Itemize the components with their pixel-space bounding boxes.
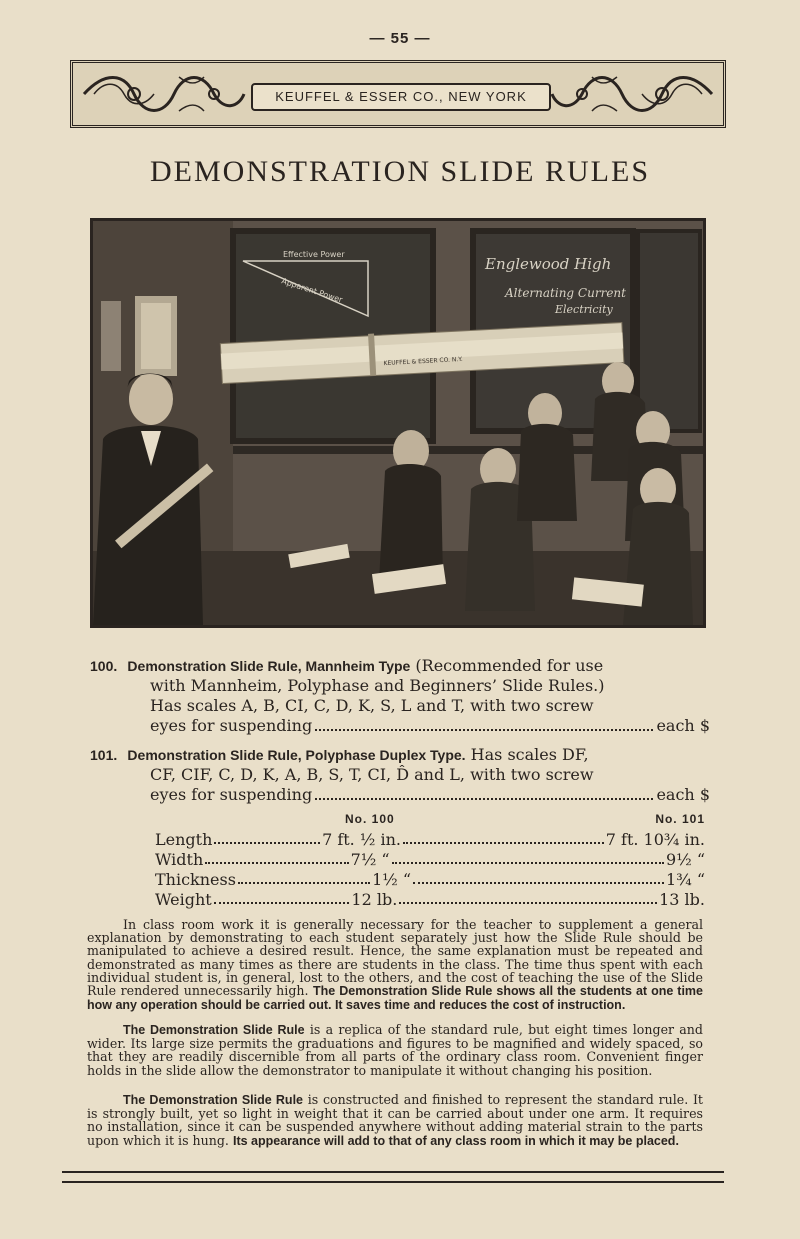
spec-label: Thickness bbox=[155, 870, 236, 889]
price-line bbox=[90, 785, 710, 805]
leader-dots bbox=[315, 716, 653, 731]
page-title: DEMONSTRATION SLIDE RULES bbox=[150, 155, 650, 188]
spec-value-101: 9½ “ bbox=[666, 850, 705, 869]
paragraph-text: is a replica of the standard rule, but eight times longer and wider. Its large size permits the graduations and figures to be magnified and widely spaced, so that they are readily discernible from all parts of the ordinary class room. Convenient finger holds in the slide allow the demonstrator to manipulate it without changing his position. bbox=[87, 1022, 703, 1078]
item-line1: Has scales DF, bbox=[470, 745, 589, 764]
column-no-101: No. 101 bbox=[655, 812, 705, 826]
item-101 bbox=[90, 745, 710, 805]
spec-table bbox=[155, 812, 705, 910]
chalk-alternating-current: Alternating Current bbox=[505, 286, 626, 300]
leader-dots bbox=[403, 830, 604, 844]
paragraph-emphasis: The Demonstration Slide Rule shows all the students at one time how any operation should be carried out. It saves time and reduces the cost of instruction. bbox=[87, 984, 703, 1013]
item-name: Demonstration Slide Rule, Polyphase Duplex Type. bbox=[127, 747, 466, 763]
price-label: eyes for suspending bbox=[150, 716, 313, 735]
item-number: 101. bbox=[90, 747, 118, 763]
leader-dots bbox=[413, 870, 664, 884]
spec-value-101: 7 ft. 10¾ in. bbox=[605, 830, 705, 849]
price: each $ bbox=[656, 785, 710, 804]
banner-label: KEUFFEL & ESSER CO., NEW YORK bbox=[251, 83, 551, 111]
spec-value-100: 12 lb. bbox=[351, 890, 398, 909]
price-label: eyes for suspending bbox=[150, 785, 313, 804]
paragraph-3 bbox=[87, 1093, 703, 1148]
item-name: Demonstration Slide Rule, Mannheim Type bbox=[127, 658, 411, 674]
paragraph-emphasis: The Demonstration Slide Rule bbox=[123, 1093, 303, 1107]
spec-row-length bbox=[155, 830, 705, 850]
spec-label: Width bbox=[155, 850, 204, 869]
item-line2: with Mannheim, Polyphase and Beginners’ Slide Rules.) bbox=[150, 676, 605, 695]
paragraph-text: In class room work it is generally necessary for the teacher to supplement a general explanation by demonstrating to each student separately just how the Slide Rule should be manipulated to achieve a desired result. Hence, the same explanation must be repeated and demonstrated as many times as there are students in the class. The time thus spent with each individual student is, in general, lost to the others, and the cost of teaching the use of the Slide Rule rendered unnecessarily high. bbox=[87, 917, 703, 999]
spec-label: Length bbox=[155, 830, 213, 849]
spec-row-weight bbox=[155, 890, 705, 910]
spec-value-100: 7 ft. ½ in. bbox=[322, 830, 401, 849]
spec-value-101: 1¾ “ bbox=[666, 870, 705, 889]
paragraph-emphasis: The Demonstration Slide Rule bbox=[123, 1023, 305, 1037]
chalk-effective-power: Effective Power bbox=[283, 250, 345, 259]
item-line2: CF, CIF, C, D, K, A, B, S, T, CI, D̂ and L, with two screw bbox=[150, 765, 594, 784]
item-line1: (Recommended for use bbox=[415, 656, 604, 675]
paragraph-1 bbox=[87, 918, 703, 1012]
leader-dots bbox=[214, 890, 350, 904]
spec-row-width bbox=[155, 850, 705, 870]
item-line3: Has scales A, B, CI, C, D, K, S, L and T, with two screw bbox=[150, 696, 594, 715]
spec-row-thickness bbox=[155, 870, 705, 890]
spec-label: Weight bbox=[155, 890, 212, 909]
footer-rule bbox=[62, 1171, 724, 1173]
item-100 bbox=[90, 656, 710, 736]
classroom-photo bbox=[90, 218, 706, 628]
leader-dots bbox=[205, 850, 348, 864]
paragraph-2 bbox=[87, 1023, 703, 1077]
leader-dots bbox=[315, 785, 653, 800]
price: each $ bbox=[656, 716, 710, 735]
spec-value-100: 7½ “ bbox=[350, 850, 390, 869]
leader-dots bbox=[392, 850, 664, 864]
page-number: — 55 — bbox=[369, 30, 431, 47]
price-line bbox=[90, 716, 710, 736]
scroll-ornament-right bbox=[547, 67, 717, 121]
leader-dots bbox=[399, 890, 657, 904]
paragraph-emphasis: Its appearance will add to that of any class room in which it may be placed. bbox=[232, 1133, 679, 1148]
item-number: 100. bbox=[90, 658, 118, 674]
leader-dots bbox=[214, 830, 320, 844]
header-banner bbox=[70, 60, 726, 128]
scroll-ornament-left bbox=[79, 67, 249, 121]
chalk-englewood-high: Englewood High bbox=[485, 255, 612, 273]
chalk-electricity: Electricity bbox=[555, 303, 613, 316]
paragraph-text: is constructed and finished to represent the standard rule. It is strongly built, yet so light in weight that it can be carried about under one arm. It requires no installation, since it can be suspended anywhere without adding material strain to the parts upon which it is hung. bbox=[87, 1092, 703, 1148]
footer-rule bbox=[62, 1181, 724, 1183]
spec-value-101: 13 lb. bbox=[659, 890, 705, 909]
spec-value-100: 1½ “ bbox=[372, 870, 412, 889]
leader-dots bbox=[238, 870, 370, 884]
column-no-100: No. 100 bbox=[345, 812, 395, 826]
spec-header bbox=[155, 812, 705, 830]
rule-imprint: KEUFFEL & ESSER CO. N.Y. bbox=[383, 355, 463, 368]
chalk-apparent-power: Apparent Power bbox=[280, 276, 344, 305]
